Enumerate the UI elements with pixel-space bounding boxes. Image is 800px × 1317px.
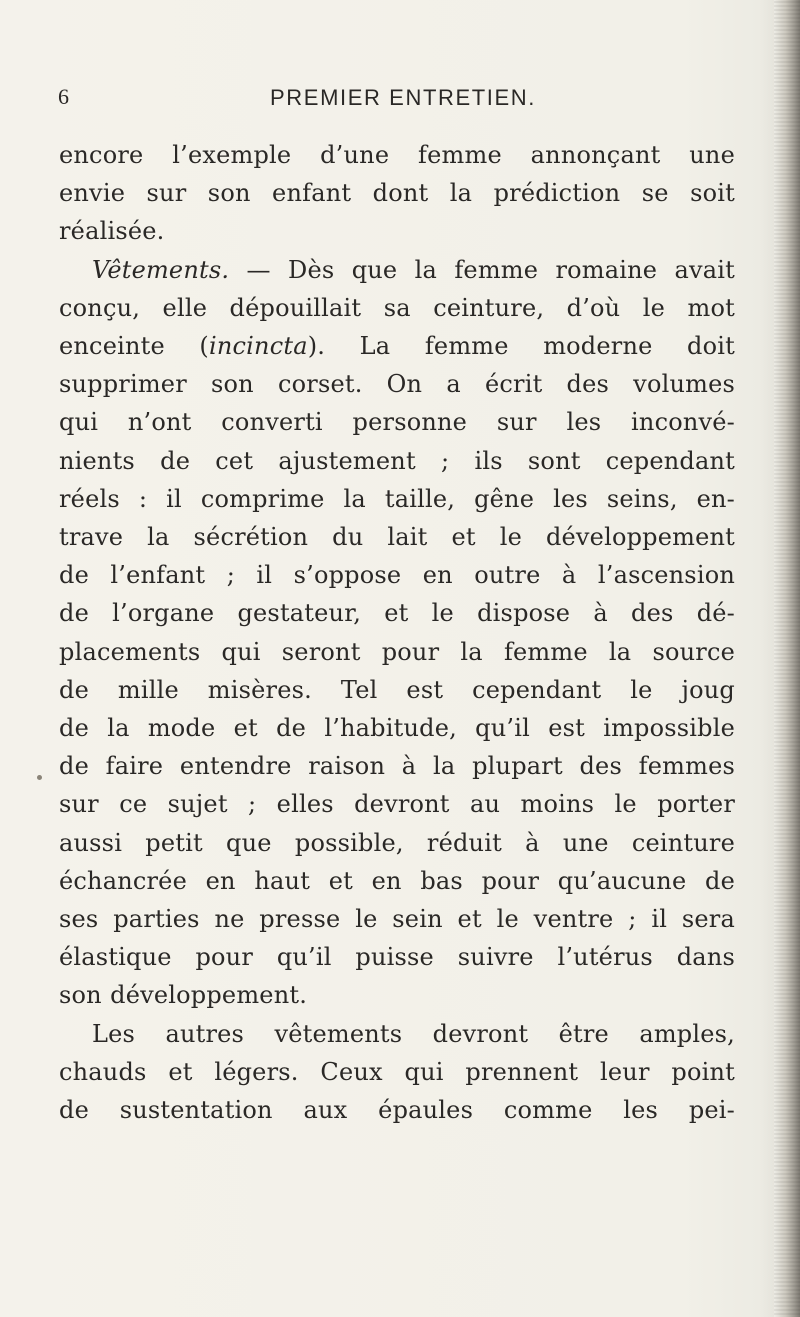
text-line: supprimer son corset. On a écrit des volumes xyxy=(59,370,735,399)
section-heading-vetements: Vêtements. xyxy=(92,255,230,284)
text-line: de la mode et de l’habitude, qu’il est impossible xyxy=(59,714,735,743)
text-line: son développement. xyxy=(59,981,308,1010)
text-line: réalisée. xyxy=(59,217,165,246)
text-line: élastique pour qu’il puisse suivre l’utérus dans xyxy=(59,943,735,972)
text-line: Vêtements. — Dès que la femme romaine avait xyxy=(92,255,735,284)
text-line: de mille misères. Tel est cependant le joug xyxy=(59,675,735,704)
text-line: qui n’ont converti personne sur les inconvé- xyxy=(59,408,735,437)
text-line: sur ce sujet ; elles devront au moins le porter xyxy=(59,790,735,819)
page-header xyxy=(58,83,748,111)
text-line: placements qui seront pour la femme la source xyxy=(59,637,735,666)
text-line: trave la sécrétion du lait et le développement xyxy=(59,523,735,552)
text-line: Les autres vêtements devront être amples, xyxy=(92,1019,735,1048)
text-line: de sustentation aux épaules comme les pei- xyxy=(59,1096,735,1125)
margin-mark xyxy=(37,775,42,780)
text-line: échancrée en haut et en bas pour qu’aucune de xyxy=(59,866,735,895)
text-line: chauds et légers. Ceux qui prennent leur point xyxy=(59,1057,735,1086)
text-line: conçu, elle dépouillait sa ceinture, d’où le mot xyxy=(59,293,735,322)
page-binding-edge xyxy=(774,0,800,1317)
text-line: de l’enfant ; il s’oppose en outre à l’ascension xyxy=(59,561,735,590)
text-line: envie sur son enfant dont la prédiction se soit xyxy=(59,179,735,208)
text-line: de faire entendre raison à la plupart des femmes xyxy=(59,752,735,781)
page-number: 6 xyxy=(58,84,71,109)
latin-term: incincta xyxy=(209,332,308,361)
text-line: enceinte (incincta). La femme moderne doit xyxy=(59,332,735,361)
text-line: réels : il comprime la taille, gêne les seins, en- xyxy=(59,484,735,513)
text-line: encore l’exemple d’une femme annonçant une xyxy=(59,141,735,169)
text-line: ses parties ne presse le sein et le ventre ; il sera xyxy=(59,905,735,934)
running-head: PREMIER ENTRETIEN. xyxy=(270,85,536,110)
body-text xyxy=(59,136,735,1129)
text-line: nients de cet ajustement ; ils sont cependant xyxy=(59,446,735,475)
text-line: de l’organe gestateur, et le dispose à des dé- xyxy=(59,599,735,628)
text-line: aussi petit que possible, réduit à une ceinture xyxy=(59,828,735,857)
